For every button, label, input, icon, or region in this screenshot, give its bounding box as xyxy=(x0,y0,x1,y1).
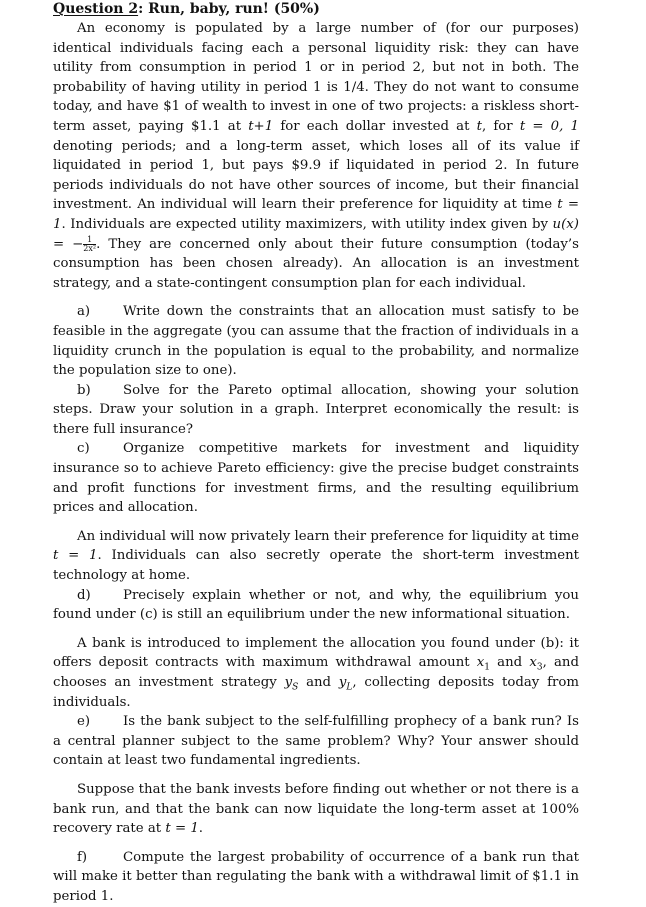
intro-text: for each dollar invested at xyxy=(273,118,477,134)
item-label: d) xyxy=(77,587,91,603)
item-text: Precisely explain whether or not, and why, the equilibrium you found under (c) is still an equilibrium under the new informational situation. xyxy=(53,587,579,623)
math-x2: x xyxy=(529,655,537,671)
item-text: Compute the largest probability of occurrence of a bank run that will make it better than regulating the bank with a withdrawal limit of $1.1 in period 1. xyxy=(53,849,579,904)
paragraph-text: and xyxy=(490,655,530,671)
math-t-eq-1: t = 1 xyxy=(53,548,98,564)
paragraph-text: and xyxy=(298,675,339,690)
item-label: a) xyxy=(77,304,91,320)
private-info-paragraph xyxy=(53,527,579,586)
math-t-eq: t = 0, 1 xyxy=(519,118,579,134)
item-label: e) xyxy=(77,714,91,730)
suppose-paragraph xyxy=(53,780,579,839)
math-subscript: 1 xyxy=(484,663,491,674)
math-x1: x xyxy=(476,655,485,671)
paragraph-text: . xyxy=(198,821,204,837)
intro-text: , for xyxy=(481,118,520,134)
math-t: t xyxy=(476,118,482,134)
paragraph-text: A bank is introduced to implement the allocation you found under (b): it offers deposit contracts with maximum withdrawal amount xyxy=(53,635,579,671)
item-text: Write down the constraints that an allocation must satisfy to be feasible in the aggregate (you can assume that the fraction of individuals in a liquidity crunch in the population is equal to the probability, and normalize the population size to one). xyxy=(53,304,579,379)
paragraph-text: , collecting deposits today from individuals. xyxy=(53,675,579,710)
item-text: Solve for the Pareto optimal allocation, showing your solution steps. Draw your solution in a graph. Interpret economically the result: is there full insurance? xyxy=(53,382,579,437)
paragraph-text: Suppose that the bank invests before finding out whether or not there is a bank run, and that the bank can now liquidate the long-term asset at 100% recovery rate at xyxy=(53,781,579,837)
intro-text: An economy is populated by a large number of (for our purposes) identical individuals facing each a personal liquidity risk: they can have utility from consumption in period 1 or in period 2, but not in both. The probability of having utility in period 1 is 1/4. They do not want to consume today, and have $1 of wealth to invest in one of two projects: a riskless short-term asset, paying $1.1 at xyxy=(53,21,579,134)
item-text: Organize competitive markets for investment and liquidity insurance so to achieve Pareto efficiency: give the precise budget constraints and profit functions for investment firms, and the resulting equilibrium prices and allocation. xyxy=(53,441,579,516)
math-ys: y xyxy=(284,675,293,690)
math-yl: y xyxy=(338,675,347,690)
question-title xyxy=(53,0,579,19)
item-a xyxy=(53,302,579,380)
paragraph-text: . Individuals can also secretly operate the short-term investment technology at home. xyxy=(53,548,579,584)
math-t-eq-1: t = 1 xyxy=(165,821,199,837)
math-utility: u(x) = − xyxy=(53,216,579,252)
item-text: Is the bank subject to the self-fulfilling prophecy of a bank run? Is a central planner subject to the same problem? Why? Your answer should contain at least two fundamental ingredients. xyxy=(53,714,579,769)
math-subscript: S xyxy=(292,682,299,693)
intro-paragraph xyxy=(53,19,579,293)
item-label: f) xyxy=(77,849,88,865)
question-heading: : Run, baby, run! (50%) xyxy=(138,1,320,17)
item-c xyxy=(53,439,579,517)
item-label: b) xyxy=(77,382,91,398)
item-e xyxy=(53,712,579,771)
question-number: Question 2 xyxy=(53,1,139,17)
bank-paragraph xyxy=(53,634,579,712)
intro-text: . Individuals are expected utility maximizers, with utility index given by xyxy=(61,216,553,232)
math-subscript: 3 xyxy=(536,663,543,674)
paragraph-text: An individual will now privately learn their preference for liquidity at time xyxy=(77,528,579,544)
fraction-denominator: 2x² xyxy=(83,243,97,253)
item-d xyxy=(53,586,579,625)
item-f xyxy=(53,848,579,907)
math-t-eq-1: t = 1 xyxy=(53,197,579,232)
intro-text: . They are concerned only about their future consumption (today’s consumption has been chosen already). An allocation is an investment strategy, and a state-contingent consumption plan for each individual. xyxy=(53,236,579,291)
paragraph-text: , and chooses an investment strategy xyxy=(53,655,579,690)
math-fraction xyxy=(83,236,96,253)
item-b xyxy=(53,381,579,440)
question-document xyxy=(53,0,579,907)
item-label: c) xyxy=(77,441,90,457)
intro-text: denoting periods; and a long-term asset, which loses all of its value if liquidated in period 1, but pays $9.9 if liquidated in period 2. In future periods individuals do not have other sources of income, but their financial investment. An individual will learn their preference for liquidity at time xyxy=(53,138,579,213)
math-t-plus-1: t+1 xyxy=(248,118,274,134)
math-subscript: L xyxy=(346,682,353,693)
fraction-numerator: 1 xyxy=(83,236,96,245)
